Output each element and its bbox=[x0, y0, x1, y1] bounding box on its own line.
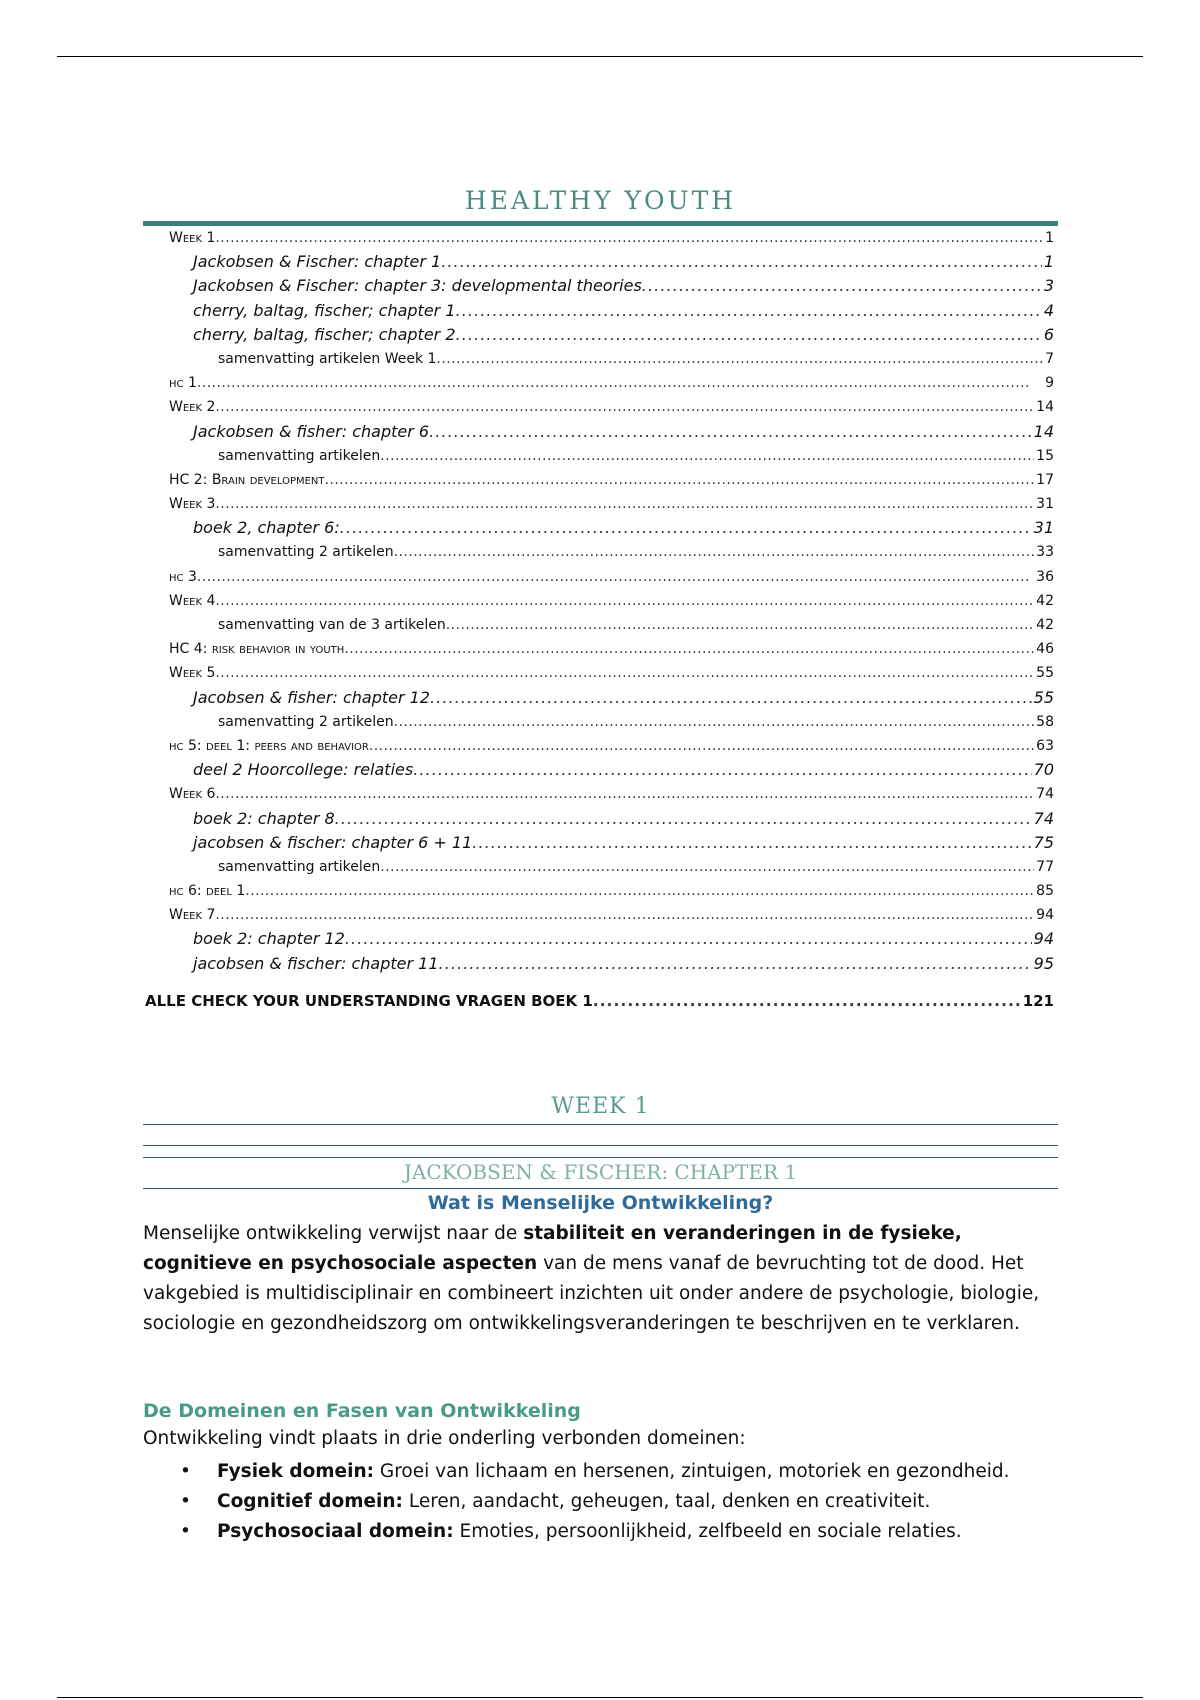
toc-leader-dots bbox=[215, 782, 1034, 806]
toc-leader-dots bbox=[197, 565, 1034, 589]
toc-entry[interactable] bbox=[143, 758, 1054, 782]
list-item-text: Groei van lichaam en hersenen, zintuigen, motoriek en gezondheid. bbox=[374, 1461, 1010, 1482]
toc-entry-title: deel 2 Hoorcollege: relaties bbox=[193, 760, 414, 780]
toc-entry[interactable] bbox=[143, 323, 1054, 347]
toc-leader-dots bbox=[340, 516, 1032, 540]
toc-leader-dots bbox=[394, 710, 1035, 734]
toc-entry-page: 63 bbox=[1036, 737, 1054, 754]
toc-leader-dots bbox=[439, 952, 1032, 976]
toc-entry-title: samenvatting artikelen bbox=[218, 447, 381, 464]
paragraph-text: Menselijke ontwikkeling verwijst naar de bbox=[143, 1223, 524, 1244]
toc-leader-dots bbox=[215, 395, 1034, 419]
toc-entry[interactable] bbox=[143, 516, 1054, 540]
toc-entry-page: 9 bbox=[1045, 375, 1054, 392]
toc-entry-page: 31 bbox=[1036, 496, 1054, 513]
domain-list bbox=[143, 1457, 1058, 1547]
toc-leader-dots bbox=[456, 299, 1042, 323]
toc-entry-page: 1 bbox=[1045, 230, 1054, 246]
toc-entry-title: Week 2 bbox=[169, 399, 216, 416]
toc-entry-title: Week 6 bbox=[169, 786, 216, 803]
toc-entry[interactable] bbox=[143, 299, 1054, 323]
toc-leader-dots bbox=[215, 589, 1034, 613]
toc-entry[interactable] bbox=[143, 274, 1054, 298]
toc-entry[interactable] bbox=[143, 807, 1054, 831]
toc-entry-page: 55 bbox=[1033, 687, 1054, 707]
toc-leader-dots bbox=[394, 540, 1035, 564]
toc-entry-page: 3 bbox=[1043, 276, 1054, 296]
toc-entry[interactable] bbox=[143, 565, 1054, 589]
toc-entry[interactable] bbox=[143, 952, 1054, 976]
toc-entry[interactable] bbox=[143, 613, 1054, 637]
bullet-icon: • bbox=[180, 1461, 191, 1482]
chapter-heading: JACKOBSEN & FISCHER: CHAPTER 1 bbox=[403, 1160, 798, 1184]
toc-entry[interactable] bbox=[143, 395, 1054, 419]
toc-entry[interactable] bbox=[143, 371, 1054, 395]
toc-entry-page: 58 bbox=[1036, 713, 1054, 730]
toc-entry-page: 36 bbox=[1036, 568, 1054, 585]
list-item-label: Cognitief domein: bbox=[217, 1491, 403, 1512]
list-item bbox=[143, 1517, 1058, 1547]
toc-leader-dots bbox=[369, 734, 1034, 758]
sub-heading: De Domeinen en Fasen van Ontwikkeling bbox=[143, 1400, 581, 1422]
toc-entry-page: 4 bbox=[1043, 300, 1054, 320]
toc-entry-title: samenvatting 2 artikelen bbox=[218, 713, 394, 730]
week-heading: WEEK 1 bbox=[551, 1094, 650, 1119]
toc-entry[interactable] bbox=[143, 420, 1054, 444]
toc-entry-page: 7 bbox=[1045, 350, 1054, 367]
toc-entry[interactable] bbox=[143, 637, 1054, 661]
toc-entry[interactable] bbox=[143, 347, 1054, 371]
toc-entry[interactable] bbox=[143, 540, 1054, 564]
toc-leader-dots bbox=[344, 637, 1034, 661]
toc-entry-page: 70 bbox=[1033, 760, 1054, 780]
toc-entry[interactable] bbox=[143, 661, 1054, 685]
divider bbox=[143, 1188, 1058, 1189]
toc-entry-page: 31 bbox=[1033, 518, 1054, 538]
toc-entry[interactable] bbox=[143, 226, 1054, 250]
toc-entry-page: 14 bbox=[1033, 421, 1054, 441]
toc-entry[interactable] bbox=[143, 710, 1054, 734]
toc-entry-title: hc 6: deel 1 bbox=[169, 883, 246, 900]
toc-entry-title: jacobsen & fischer: chapter 6 + 11 bbox=[193, 832, 473, 852]
toc-entry-page: 42 bbox=[1036, 592, 1054, 609]
toc-entry-page: 121 bbox=[1022, 991, 1054, 1010]
toc-leader-dots bbox=[441, 250, 1042, 274]
toc-leader-dots bbox=[335, 807, 1032, 831]
toc-entry-page: 17 bbox=[1036, 471, 1054, 488]
toc-leader-dots bbox=[413, 758, 1031, 782]
toc-entry-page: 14 bbox=[1036, 399, 1054, 416]
toc-entry[interactable] bbox=[143, 831, 1054, 855]
toc-entry-title: ALLE CHECK YOUR UNDERSTANDING VRAGEN BOEK 1 bbox=[145, 991, 593, 1010]
toc-entry-title: Jackobsen & Fischer: chapter 1 bbox=[193, 252, 442, 272]
toc-leader-dots bbox=[245, 879, 1034, 903]
toc-entry-title: Jackobsen & Fischer: chapter 3: developmental theories bbox=[193, 276, 642, 296]
bullet-icon: • bbox=[180, 1491, 191, 1512]
toc-leader-dots bbox=[456, 323, 1042, 347]
document-title: HEALTHY YOUTH bbox=[464, 186, 737, 215]
toc-entry-title: jacobsen & fischer: chapter 11 bbox=[193, 953, 439, 973]
toc-entry[interactable] bbox=[143, 468, 1054, 492]
section-title: Wat is Menselijke Ontwikkeling? bbox=[427, 1192, 774, 1214]
toc-entry-title: Jacobsen & fisher: chapter 12 bbox=[193, 687, 430, 707]
toc-entry[interactable] bbox=[143, 782, 1054, 806]
toc-leader-dots bbox=[446, 613, 1034, 637]
toc-entry-page: 94 bbox=[1036, 907, 1054, 924]
toc-entry-title: Week 4 bbox=[169, 592, 216, 609]
list-item-text: Leren, aandacht, geheugen, taal, denken en creativiteit. bbox=[402, 1491, 931, 1512]
paragraph-emphasis: stabiliteit en veranderingen in de fysieke, cognitieve en psychosociale aspecten bbox=[143, 1223, 962, 1274]
toc-entry-page: 74 bbox=[1036, 786, 1054, 803]
toc-entry-title: samenvatting 2 artikelen bbox=[218, 544, 394, 561]
toc-entry-title: Week 1 bbox=[169, 230, 216, 246]
list-item-text: Emoties, persoonlijkheid, zelfbeeld en sociale relaties. bbox=[453, 1521, 962, 1542]
toc-leader-dots bbox=[593, 989, 1021, 1013]
toc-leader-dots bbox=[197, 371, 1043, 395]
divider bbox=[143, 1145, 1058, 1146]
toc-entry-title: Week 5 bbox=[169, 665, 216, 682]
toc-leader-dots bbox=[345, 927, 1032, 951]
toc-entry-page: 85 bbox=[1036, 883, 1054, 900]
toc-leader-dots bbox=[642, 274, 1042, 298]
toc-entry-title: boek 2: chapter 8 bbox=[193, 808, 335, 828]
table-of-contents bbox=[143, 226, 1054, 1013]
paragraph-text: van de mens vanaf de bevruchting tot de dood. Het vakgebied is multidisciplinair en combineert inzichten uit onder andere de psychologie, biologie, sociologie en gezondheidszorg om ontwikkelingsveranderingen te beschrijven en te verklaren. bbox=[143, 1253, 1040, 1334]
toc-entry-title: cherry, baltag, fischer; chapter 2 bbox=[193, 324, 456, 344]
toc-entry[interactable] bbox=[143, 444, 1054, 468]
toc-entry-final[interactable] bbox=[143, 989, 1054, 1013]
toc-leader-dots bbox=[215, 226, 1043, 250]
toc-entry-page: 46 bbox=[1036, 641, 1054, 658]
toc-leader-dots bbox=[380, 444, 1034, 468]
paragraph bbox=[143, 1219, 1058, 1339]
toc-entry[interactable] bbox=[143, 492, 1054, 516]
toc-entry-page: 77 bbox=[1036, 858, 1054, 875]
toc-leader-dots bbox=[472, 831, 1031, 855]
toc-entry[interactable] bbox=[143, 686, 1054, 710]
list-item bbox=[143, 1487, 1058, 1517]
toc-entry[interactable] bbox=[143, 589, 1054, 613]
toc-leader-dots bbox=[215, 903, 1034, 927]
toc-entry-title: hc 1 bbox=[169, 375, 197, 392]
toc-entry-title: samenvatting artikelen Week 1 bbox=[218, 350, 437, 367]
toc-entry-title: samenvatting artikelen bbox=[218, 858, 381, 875]
toc-entry-page: 6 bbox=[1043, 324, 1054, 344]
toc-entry-page: 33 bbox=[1036, 544, 1054, 561]
footer-rule bbox=[57, 1697, 1143, 1698]
toc-entry-title: Week 3 bbox=[169, 496, 216, 513]
toc-entry-title: boek 2, chapter 6: bbox=[193, 518, 340, 538]
toc-leader-dots bbox=[215, 492, 1034, 516]
bullet-icon: • bbox=[180, 1521, 191, 1542]
header-rule bbox=[57, 56, 1143, 57]
toc-leader-dots bbox=[430, 686, 1032, 710]
toc-entry-page: 95 bbox=[1033, 953, 1054, 973]
toc-entry-page: 94 bbox=[1033, 929, 1054, 949]
toc-entry-title: hc 5: deel 1: peers and behavior bbox=[169, 737, 369, 754]
toc-entry[interactable] bbox=[143, 879, 1054, 903]
toc-entry[interactable] bbox=[143, 903, 1054, 927]
toc-entry-title: samenvatting van de 3 artikelen bbox=[218, 617, 446, 633]
toc-entry-page: 75 bbox=[1033, 832, 1054, 852]
toc-leader-dots bbox=[429, 420, 1032, 444]
divider bbox=[143, 1157, 1058, 1158]
toc-leader-dots bbox=[436, 347, 1043, 371]
toc-entry-title: Jackobsen & fisher: chapter 6 bbox=[193, 421, 430, 441]
toc-entry[interactable] bbox=[143, 734, 1054, 758]
toc-leader-dots bbox=[215, 661, 1034, 685]
toc-entry-page: 15 bbox=[1036, 447, 1054, 464]
intro-text: Ontwikkeling vindt plaats in drie onderling verbonden domeinen: bbox=[143, 1428, 746, 1449]
toc-entry-title: cherry, baltag, fischer; chapter 1 bbox=[193, 300, 456, 320]
toc-entry[interactable] bbox=[143, 927, 1054, 951]
toc-entry-page: 74 bbox=[1033, 808, 1054, 828]
toc-entry-title: HC 4: risk behavior in youth bbox=[169, 641, 345, 658]
list-item-label: Psychosociaal domein: bbox=[217, 1521, 454, 1542]
toc-entry-page: 55 bbox=[1036, 665, 1054, 682]
toc-entry-page: 1 bbox=[1043, 252, 1054, 272]
toc-leader-dots bbox=[380, 855, 1034, 879]
toc-leader-dots bbox=[325, 468, 1035, 492]
toc-entry[interactable] bbox=[143, 250, 1054, 274]
toc-entry-page: 42 bbox=[1036, 617, 1054, 633]
list-item-label: Fysiek domein: bbox=[217, 1461, 375, 1482]
toc-entry-title: HC 2: Brain development bbox=[169, 471, 325, 488]
toc-entry[interactable] bbox=[143, 855, 1054, 879]
toc-entry-title: boek 2: chapter 12 bbox=[193, 929, 345, 949]
list-item bbox=[143, 1457, 1058, 1487]
divider bbox=[143, 1124, 1058, 1125]
toc-entry-title: hc 3 bbox=[169, 568, 197, 585]
toc-entry-title: Week 7 bbox=[169, 907, 216, 924]
